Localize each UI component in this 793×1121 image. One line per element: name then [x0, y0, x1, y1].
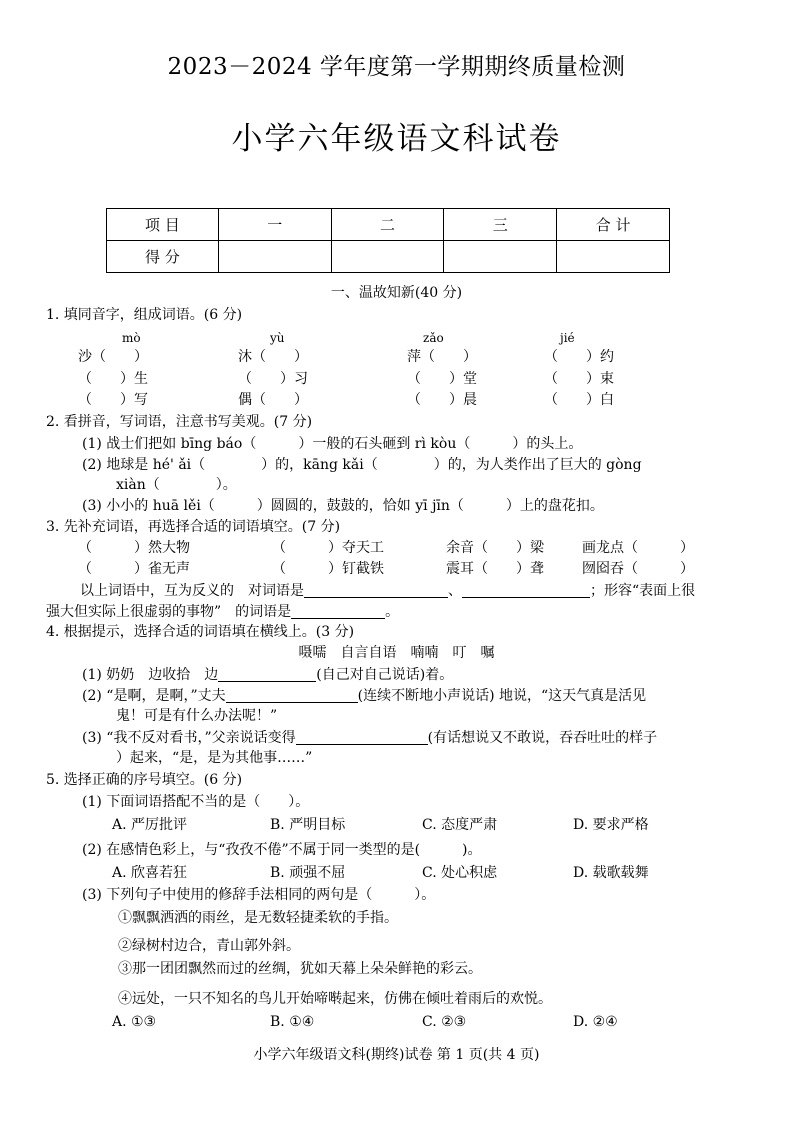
q5-stem: (1) 下面词语搭配不当的是（ ）。	[82, 794, 310, 810]
q4-line	[82, 688, 646, 703]
q3-text: 、	[448, 583, 462, 599]
q2-line: (2) 地球是 hé' ǎi（ ）的，kāng kǎi（ ）的，为人类作出了巨大的 gòng	[82, 457, 642, 473]
page-footer: 小学六年级语文科(期终)试卷 第 1 页(共 4 页)	[253, 1047, 540, 1063]
q1-blank[interactable]: 沙（ ）	[78, 349, 148, 365]
q2-title: 2. 看拼音，写词语，注意书写美观。(7 分)	[46, 414, 313, 430]
answer-blank[interactable]	[304, 583, 448, 598]
score-cell: 得 分	[107, 241, 219, 273]
q1-blank[interactable]: （ ）生	[78, 371, 148, 387]
q4-text: (3) “我不反对看书，”父亲说话变得	[82, 730, 296, 746]
q1-title: 1. 填同音字，组成词语。(6 分)	[46, 307, 243, 323]
q2-line: (1) 战士们把如 bīng báo（ ）一般的石头砸到 rì kòu（ ）的头上。	[82, 436, 583, 452]
answer-blank[interactable]	[218, 667, 316, 682]
q4-word-bank: 嗫嚅 自言自语 喃喃 叮 嘱	[298, 645, 495, 661]
q1-blank[interactable]: （ ）写	[78, 392, 148, 408]
q5-option[interactable]: A. 严厉批评	[112, 817, 188, 833]
score-table-score-row	[107, 241, 670, 273]
q3-idiom[interactable]: 余音（ ）梁	[446, 540, 544, 556]
q1-blank[interactable]: （ ）白	[544, 392, 614, 408]
score-cell: 项 目	[107, 209, 219, 241]
q5-stem: (3) 下列句子中使用的修辞手法相同的两句是（ ）。	[82, 887, 436, 903]
score-cell: 三	[444, 209, 557, 241]
score-input-cell[interactable]	[331, 241, 444, 273]
q4-line	[82, 667, 453, 682]
section1-title: 一、温故知新(40 分)	[330, 285, 463, 301]
q5-option[interactable]: C. ②③	[422, 1014, 467, 1030]
q5-option[interactable]: B. 顽强不屈	[270, 865, 346, 881]
answer-blank[interactable]	[462, 583, 590, 598]
q5-title: 5. 选择正确的序号填空。(6 分)	[46, 772, 243, 788]
answer-blank[interactable]	[291, 604, 385, 619]
score-input-cell[interactable]	[444, 241, 557, 273]
q3-idiom[interactable]: （ ）钉截铁	[272, 561, 384, 577]
q1-blank[interactable]: 偶（ ）	[238, 392, 308, 408]
q1-blank[interactable]: （ ）习	[238, 371, 308, 387]
q5-option[interactable]: D. ②④	[573, 1014, 618, 1030]
q5-option[interactable]: C. 处心积虑	[422, 865, 498, 881]
q3-text: 。	[385, 604, 400, 620]
q3-fill-line	[46, 604, 399, 619]
q3-text: 以上词语中，互为反义的 对词语是	[80, 583, 304, 599]
q5-sentence: ②绿树村边合，青山郭外斜。	[118, 938, 300, 954]
q1-blank[interactable]: （ ）约	[544, 349, 614, 365]
q4-text: (连续不断地小声说话) 地说，“这天气真是活见	[357, 688, 647, 704]
q5-sentence: ③那一团团飘然而过的丝绸，犹如天幕上朵朵鲜艳的彩云。	[118, 961, 482, 977]
q4-line: 鬼！可是有什么办法呢！”	[116, 708, 278, 724]
q5-option[interactable]: B. ①④	[270, 1014, 315, 1030]
q1-blank[interactable]: 沐（ ）	[238, 349, 308, 365]
q5-option[interactable]: B. 严明目标	[270, 817, 346, 833]
q4-line	[82, 730, 657, 745]
q3-title: 3. 先补充词语，再选择合适的词语填空。(7 分)	[46, 519, 341, 535]
score-table-header-row	[107, 209, 670, 241]
q4-title: 4. 根据提示，选择合适的词语填在横线上。(3 分)	[46, 624, 355, 640]
q3-fill-line	[80, 583, 695, 598]
q3-text: ；形容“表面上很	[590, 583, 696, 599]
q2-line: xiàn（ ）。	[116, 477, 237, 493]
exam-title: 小学六年级语文科试卷	[231, 121, 562, 157]
score-input-cell[interactable]	[218, 241, 331, 273]
q4-text: (自己对自己说话)着。	[316, 667, 454, 683]
q3-idiom[interactable]: 震耳（ ）聋	[446, 561, 544, 577]
q5-stem: (2) 在感情色彩上，与“孜孜不倦”不属于同一类型的是( )。	[82, 842, 482, 858]
q5-option[interactable]: A. 欣喜若狂	[112, 865, 188, 881]
q1-blank[interactable]: 萍（ ）	[407, 349, 477, 365]
answer-blank[interactable]	[226, 688, 358, 703]
q3-idiom[interactable]: 囫囵吞（ ）	[582, 561, 694, 577]
q3-idiom[interactable]: （ ）雀无声	[78, 561, 190, 577]
q4-line: ）起来，“是，是为其他事……”	[116, 750, 313, 766]
pinyin-label: jié	[560, 331, 575, 345]
pinyin-label: yù	[270, 331, 285, 345]
q3-idiom[interactable]: （ ）夺天工	[272, 540, 384, 556]
score-input-cell[interactable]	[557, 241, 670, 273]
exam-header-line1: 2023－2024 学年度第一学期期终质量检测	[167, 54, 626, 80]
q4-text: (1) 奶奶 边收拾 边	[82, 667, 219, 683]
q2-line: (3) 小小的 huā lěi（ ）圆圆的，鼓鼓的，恰如 yī jīn（ ）上的盘花扣。	[82, 498, 604, 514]
score-cell: 合 计	[557, 209, 670, 241]
q1-blank[interactable]: （ ）堂	[407, 371, 477, 387]
q5-option[interactable]: A. ①③	[112, 1014, 157, 1030]
q5-option[interactable]: C. 态度严肃	[422, 817, 498, 833]
q3-idiom[interactable]: （ ）然大物	[78, 540, 190, 556]
pinyin-label: zǎo	[423, 331, 444, 345]
q3-idiom[interactable]: 画龙点（ ）	[582, 540, 694, 556]
answer-blank[interactable]	[296, 730, 428, 745]
q4-text: (有话想说又不敢说，吞吞吐吐的样子	[427, 730, 658, 746]
q5-sentence: ④远处，一只不知名的鸟儿开始啼啭起来，仿佛在倾吐着雨后的欢悦。	[118, 991, 552, 1007]
score-cell: 二	[331, 209, 444, 241]
q3-text: 强大但实际上很虚弱的事物” 的词语是	[46, 604, 292, 620]
pinyin-label: mò	[122, 331, 141, 345]
q5-option[interactable]: D. 载歌载舞	[573, 865, 649, 881]
q5-sentence: ①飘飘洒洒的雨丝，是无数轻捷柔软的手指。	[118, 910, 398, 926]
q1-blank[interactable]: （ ）晨	[407, 392, 477, 408]
q4-text: (2) “是啊，是啊，”丈夫	[82, 688, 226, 704]
score-cell: 一	[218, 209, 331, 241]
q5-option[interactable]: D. 要求严格	[573, 817, 649, 833]
score-table	[106, 208, 670, 273]
q1-blank[interactable]: （ ）束	[544, 371, 614, 387]
